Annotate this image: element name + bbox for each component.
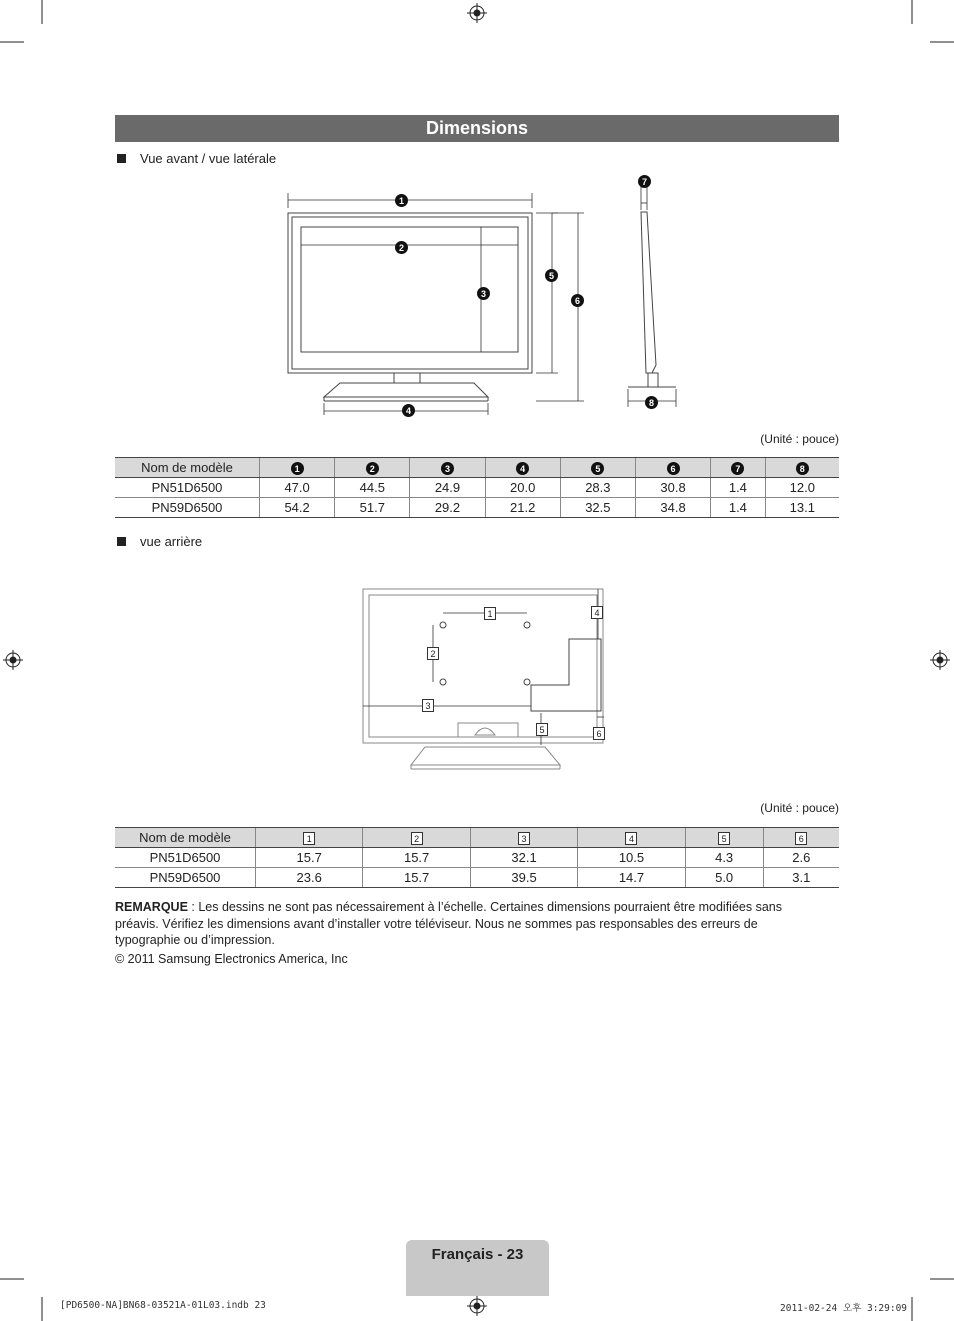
- section-rear-heading: [117, 534, 202, 549]
- section-front-heading: [117, 151, 276, 166]
- column-header-2: [335, 458, 410, 478]
- square-bullet-icon: [117, 154, 126, 163]
- value-cell: 10.5: [578, 848, 685, 868]
- page-label: Français - 23: [431, 1246, 524, 1263]
- unit-label-2: (Unité : pouce): [760, 801, 839, 815]
- value-cell: 1.4: [711, 478, 766, 498]
- value-cell: 5.0: [685, 868, 763, 888]
- value-cell: 2.6: [763, 848, 839, 868]
- marker-2-icon: 2: [395, 241, 408, 254]
- marker-8-icon: 8: [796, 462, 809, 475]
- value-cell: 14.7: [578, 868, 685, 888]
- marker-3-icon: 3: [441, 462, 454, 475]
- rear-marker-5-icon: 5: [536, 723, 548, 736]
- value-cell: 15.7: [363, 848, 470, 868]
- page-title: Dimensions: [115, 115, 839, 142]
- registration-mark-right: [930, 650, 950, 670]
- column-header-model: Nom de modèle: [115, 458, 260, 478]
- value-cell: 44.5: [335, 478, 410, 498]
- column-header-6: [635, 458, 710, 478]
- rear-marker-6-icon: 6: [795, 832, 807, 845]
- column-header-5: [560, 458, 635, 478]
- value-cell: 28.3: [560, 478, 635, 498]
- section-rear-label: vue arrière: [140, 534, 203, 549]
- column-header-2: [363, 828, 470, 848]
- unit-label-1: (Unité : pouce): [760, 432, 839, 446]
- print-timestamp: 2011-02-24 오후 3:29:09: [780, 1303, 908, 1314]
- rear-marker-3-icon: 3: [518, 832, 530, 845]
- marker-8-icon: 8: [645, 396, 658, 409]
- rear-marker-4-icon: 4: [591, 606, 603, 619]
- marker-7-icon: 7: [731, 462, 744, 475]
- column-header-3: [410, 458, 485, 478]
- rear-marker-2-icon: 2: [411, 832, 423, 845]
- dimensions-table-rear: [115, 827, 839, 888]
- value-cell: 30.8: [635, 478, 710, 498]
- copyright: © 2011 Samsung Electronics America, Inc: [115, 952, 348, 966]
- value-cell: 24.9: [410, 478, 485, 498]
- column-header-model: Nom de modèle: [115, 828, 256, 848]
- column-header-4: [485, 458, 560, 478]
- marker-6-icon: 6: [571, 294, 584, 307]
- square-bullet-icon: [117, 537, 126, 546]
- registration-mark-left: [3, 650, 23, 670]
- value-cell: 29.2: [410, 498, 485, 518]
- marker-5-icon: 5: [591, 462, 604, 475]
- model-cell: PN59D6500: [115, 498, 260, 518]
- rear-marker-2-icon: 2: [427, 647, 439, 660]
- page-number-tab: [406, 1240, 549, 1296]
- column-header-3: [470, 828, 577, 848]
- marker-5-icon: 5: [545, 269, 558, 282]
- rear-marker-4-icon: 4: [625, 832, 637, 845]
- column-header-4: [578, 828, 685, 848]
- rear-marker-1-icon: 1: [303, 832, 315, 845]
- table-row: [115, 868, 839, 888]
- column-header-7: [711, 458, 766, 478]
- rear-marker-3-icon: 3: [422, 699, 434, 712]
- table-header-row: [115, 828, 839, 848]
- registration-mark-top: [467, 3, 487, 23]
- value-cell: 47.0: [260, 478, 335, 498]
- marker-2-icon: 2: [366, 462, 379, 475]
- marker-3-icon: 3: [477, 287, 490, 300]
- value-cell: 32.5: [560, 498, 635, 518]
- value-cell: 12.0: [765, 478, 839, 498]
- table-row: [115, 848, 839, 868]
- value-cell: 32.1: [470, 848, 577, 868]
- column-header-1: [260, 458, 335, 478]
- value-cell: 1.4: [711, 498, 766, 518]
- print-file-info: [PD6500-NA]BN68-03521A-01L03.indb 23: [60, 1300, 266, 1311]
- value-cell: 4.3: [685, 848, 763, 868]
- value-cell: 23.6: [256, 868, 363, 888]
- value-cell: 39.5: [470, 868, 577, 888]
- column-header-8: [765, 458, 839, 478]
- rear-marker-6-icon: 6: [593, 727, 605, 740]
- model-cell: PN51D6500: [115, 848, 256, 868]
- value-cell: 15.7: [256, 848, 363, 868]
- value-cell: 20.0: [485, 478, 560, 498]
- column-header-5: [685, 828, 763, 848]
- marker-7-icon: 7: [638, 175, 651, 188]
- marker-1-icon: 1: [395, 194, 408, 207]
- section-front-label: Vue avant / vue latérale: [140, 151, 277, 166]
- value-cell: 34.8: [635, 498, 710, 518]
- front-view-diagram: [280, 175, 700, 415]
- marker-4-icon: 4: [402, 404, 415, 417]
- table-header-row: [115, 458, 839, 478]
- registration-mark-bottom: [467, 1296, 487, 1316]
- note-text: : Les dessins ne sont pas nécessairement à l’échelle. Certaines dimensions pourraient être modifiées sans préavis. Vérifiez les dimensions avant d’installer votre téléviseur. Nous ne sommes pas responsables des erreurs de typographie ou d’impression.: [115, 900, 782, 947]
- column-header-1: [256, 828, 363, 848]
- table-row: [115, 478, 839, 498]
- value-cell: 54.2: [260, 498, 335, 518]
- value-cell: 15.7: [363, 868, 470, 888]
- marker-4-icon: 4: [516, 462, 529, 475]
- column-header-6: [763, 828, 839, 848]
- value-cell: 51.7: [335, 498, 410, 518]
- value-cell: 13.1: [765, 498, 839, 518]
- dimensions-table-front: [115, 457, 839, 518]
- note-label: REMARQUE: [115, 900, 188, 914]
- marker-1-icon: 1: [291, 462, 304, 475]
- note-paragraph: [115, 899, 815, 949]
- model-cell: PN51D6500: [115, 478, 260, 498]
- value-cell: 21.2: [485, 498, 560, 518]
- rear-marker-5-icon: 5: [718, 832, 730, 845]
- model-cell: PN59D6500: [115, 868, 256, 888]
- value-cell: 3.1: [763, 868, 839, 888]
- rear-marker-1-icon: 1: [484, 607, 496, 620]
- marker-6-icon: 6: [667, 462, 680, 475]
- table-row: [115, 498, 839, 518]
